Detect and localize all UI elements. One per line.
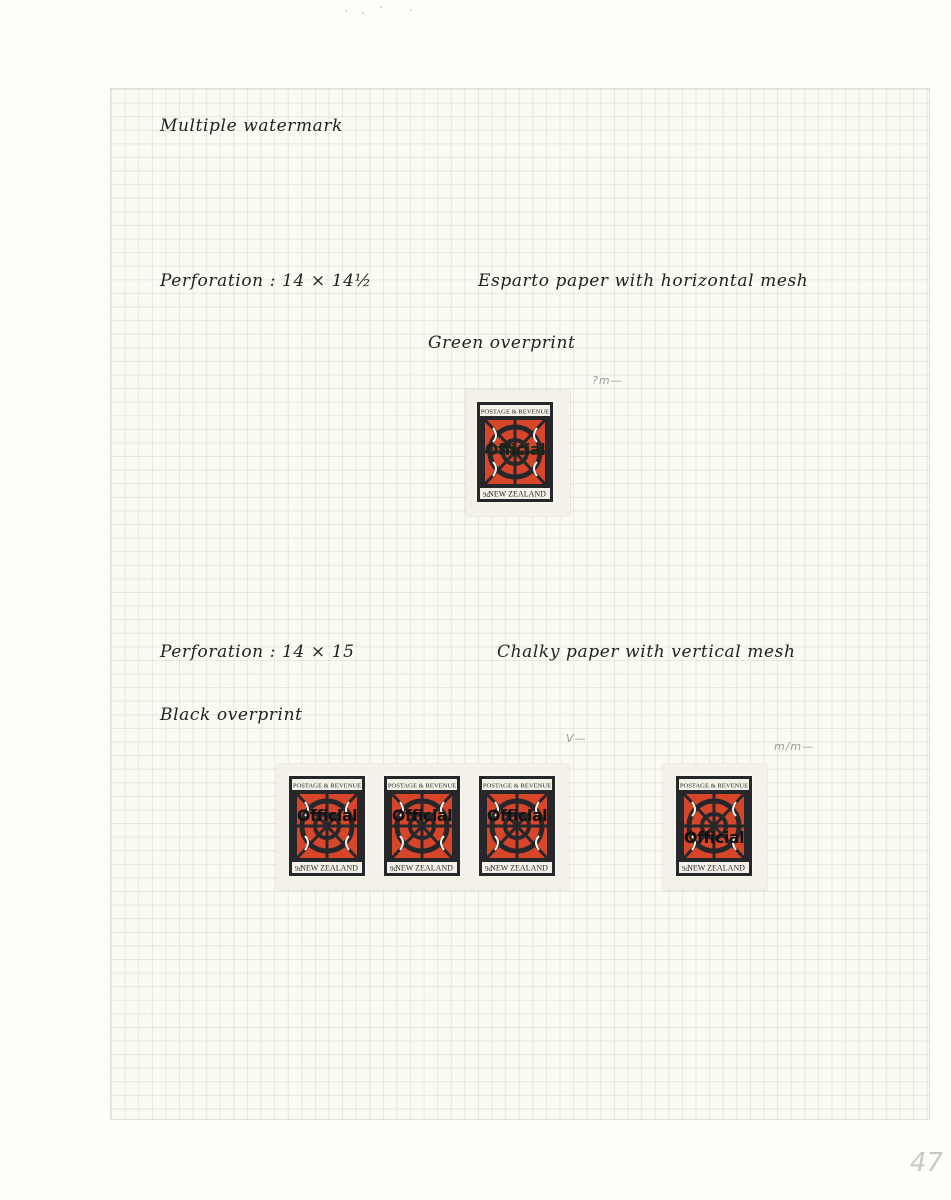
svg-text:9d: 9d xyxy=(295,865,302,873)
svg-text:NEW ZEALAND: NEW ZEALAND xyxy=(687,863,745,873)
stamp-mount-single xyxy=(663,764,767,890)
section1-pencil-note: ?m— xyxy=(592,374,623,387)
stamp-design xyxy=(477,774,557,878)
stamp-design xyxy=(674,774,754,878)
svg-text:POSTAGE & REVENUE: POSTAGE & REVENUE xyxy=(387,782,457,790)
page-heading: Multiple watermark xyxy=(160,116,344,136)
svg-text:POSTAGE & REVENUE: POSTAGE & REVENUE xyxy=(482,782,552,790)
dust-speck xyxy=(380,6,382,8)
stamp-overprint-text: Official xyxy=(486,806,548,825)
svg-text:9d: 9d xyxy=(485,865,492,873)
section2-overprint-label: Black overprint xyxy=(160,705,303,725)
stamp-9d-single xyxy=(674,774,754,878)
svg-text:NEW ZEALAND: NEW ZEALAND xyxy=(490,863,548,873)
stamp-9d-strip-3 xyxy=(477,774,557,878)
svg-text:NEW ZEALAND: NEW ZEALAND xyxy=(488,489,546,499)
svg-text:POSTAGE & REVENUE: POSTAGE & REVENUE xyxy=(292,782,362,790)
section1-paper: Esparto paper with horizontal mesh xyxy=(478,271,809,291)
stamp-9d-green-overprint xyxy=(475,400,555,504)
dust-speck xyxy=(410,9,412,11)
section1-overprint-label: Green overprint xyxy=(428,333,576,353)
stamp-design xyxy=(382,774,462,878)
svg-text:POSTAGE & REVENUE: POSTAGE & REVENUE xyxy=(480,408,550,416)
svg-text:9d: 9d xyxy=(682,865,689,873)
stamp-mount-green xyxy=(466,390,570,516)
svg-text:POSTAGE & REVENUE: POSTAGE & REVENUE xyxy=(679,782,749,790)
stamp-overprint-text: Official xyxy=(391,806,453,825)
stamp-overprint-text: Official xyxy=(484,440,546,459)
section2-paper: Chalky paper with vertical mesh xyxy=(497,642,796,662)
dust-speck xyxy=(362,12,364,14)
page-number: 47 xyxy=(909,1148,943,1178)
album-grid xyxy=(110,88,930,1120)
svg-text:9d: 9d xyxy=(483,491,490,499)
section2-pencil-note-strip: V— xyxy=(566,732,587,745)
stamp-mount-strip xyxy=(277,764,569,890)
dust-speck xyxy=(345,10,347,12)
stamp-overprint-text: Official xyxy=(683,828,745,847)
stamp-overprint-text: Official xyxy=(296,806,358,825)
stamp-design xyxy=(287,774,367,878)
stamp-9d-strip-1 xyxy=(287,774,367,878)
section2-perforation: Perforation : 14 × 15 xyxy=(160,642,355,662)
svg-text:NEW ZEALAND: NEW ZEALAND xyxy=(300,863,358,873)
section2-pencil-note-single: m/m— xyxy=(774,740,815,753)
svg-text:NEW ZEALAND: NEW ZEALAND xyxy=(395,863,453,873)
section1-perforation: Perforation : 14 × 14½ xyxy=(160,271,372,291)
svg-text:9d: 9d xyxy=(390,865,397,873)
stamp-9d-strip-2 xyxy=(382,774,462,878)
